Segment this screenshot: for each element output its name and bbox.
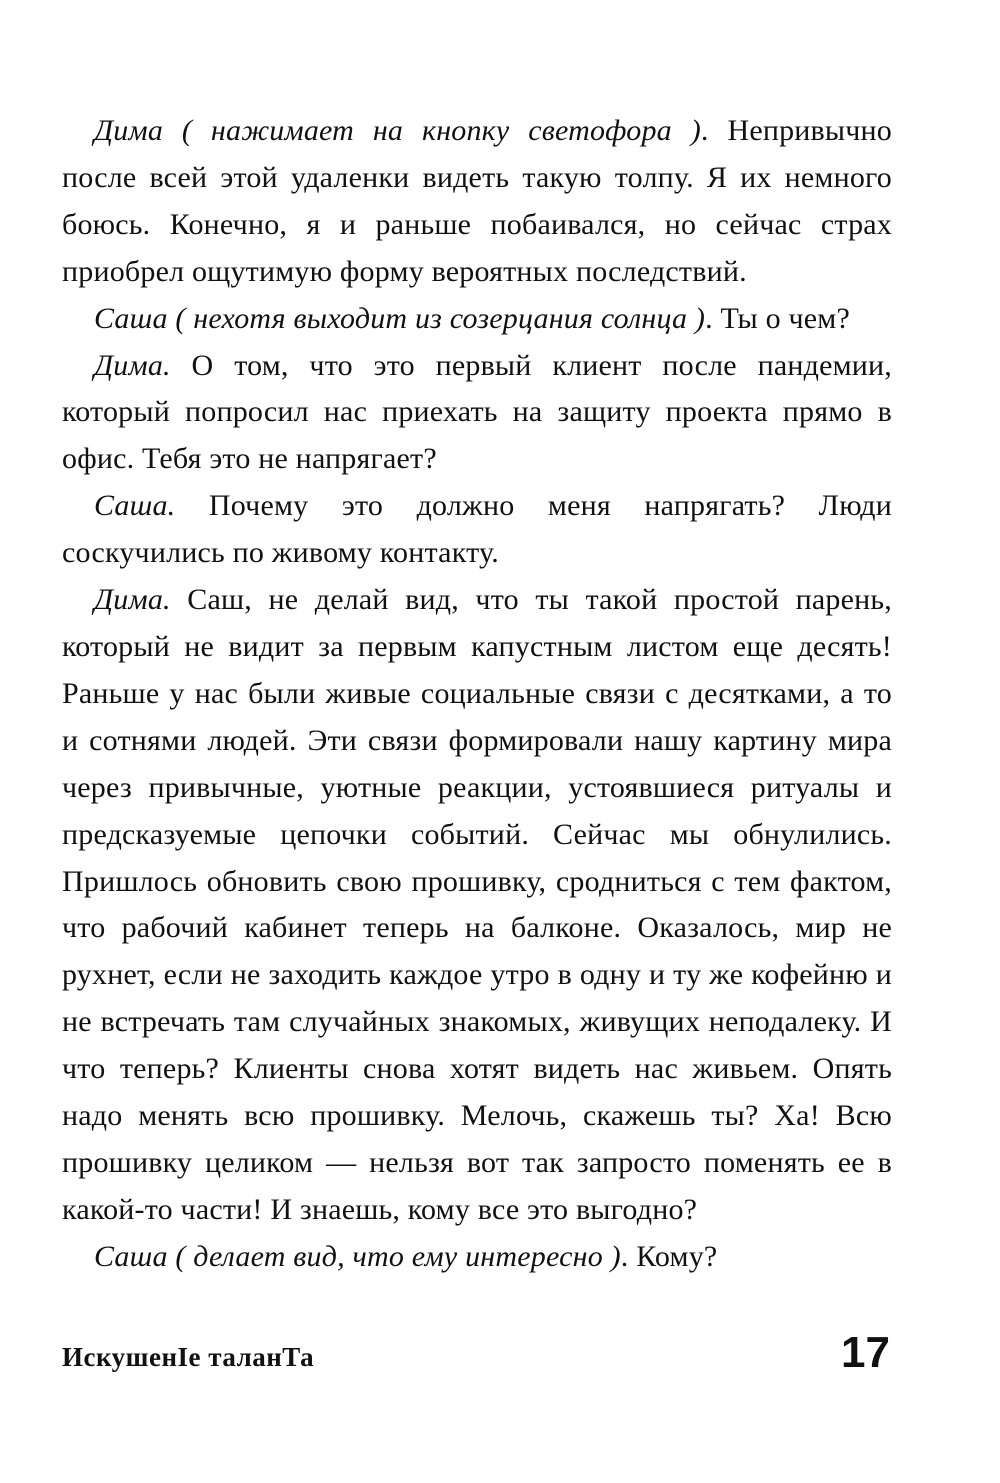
stage-direction: делает вид, что ему интересно [193,1239,603,1273]
dialogue-paragraph-1: Дима ( нажимает на кнопку светофора ). Непривычно после всей этой удаленки видеть такую толпу. Я их немного боюсь. Конечно, я и раньше побаивался, но сейчас страх приобрел ощутимую форму вероятных последствий. [62,114,893,288]
stage-direction-close: ) [671,114,701,147]
stage-direction-close: ) [687,301,706,335]
speaker-name: Саша [94,1239,168,1273]
speaker-name: Саша [94,489,168,523]
dialogue-line: Почему это должно меня напрягать? Люди соскучились по живому контакту. [62,489,893,570]
dialogue-paragraph-4: Саша. Почему это должно меня напрягать? Люди соскучились по живому контакту. [62,489,893,570]
stage-direction: нажимает на кнопку светофора [210,114,672,147]
dialogue-line: Саш, не делай вид, что ты такой простой парень, который не видит за первым капустным листом еще десять! Раньше у нас были живые социальные связи с десятками, а то и сотнями людей. Эти связи формировали нашу картину мира через привычные, уютные реакции, устоявшиеся ритуалы и предсказуемые цепочки событий. Сейчас мы обнулились. Пришлось обновить свою прошивку, сродниться с тем фактом, что рабочий кабинет теперь на балконе. Оказалось, мир не рухнет, если не заходить каждое утро в одну и ту же кофейню и не встречать там случайных знакомых, живущих неподалеку. И что теперь? Клиенты снова хотят видеть нас живьем. Опять надо менять всю прошивку. Мелочь, скажешь ты? Ха! Всю прошивку целиком — нельзя вот так запросто поменять ее в какой-то части! И знаешь, кому все это выгодно? [62,583,892,1226]
speaker-name: Дима [94,114,164,147]
stage-direction: нехотя выходит из созерцания солнца [193,301,688,335]
speaker-name: Саша [94,301,168,335]
stage-direction-close: ) [602,1239,621,1273]
page-number: 17 [841,1328,890,1377]
running-footer-title: ИскушенIе таланТа [62,1342,315,1372]
dialogue-line: О том, что это первый клиент после пандемии, который попросил нас приехать на защиту проекта прямо в офис. Тебя это не напрягает? [62,348,892,476]
dialogue-line: Кому? [636,1239,718,1273]
speaker-name: Дима [94,348,164,382]
dialogue-paragraph-5: Дима. Саш, не делай вид, что ты такой простой парень, который не видит за первым капустным листом еще десять! Раньше у нас были живые социальные связи с десятками, а то и сотнями людей. Эти связи формировали нашу картину мира через привычные, уютные реакции, устоявшиеся ритуалы и предсказуемые цепочки событий. Сейчас мы обнулились. Пришлось обновить свою прошивку, сродниться с тем фактом, что рабочий кабинет теперь на балконе. Оказалось, мир не рухнет, если не заходить каждое утро в одну и ту же кофейню и не встречать там случайных знакомых, живущих неподалеку. И что теперь? Клиенты снова хотят видеть нас живьем. Опять надо менять всю прошивку. Мелочь, скажешь ты? Ха! Всю прошивку целиком — нельзя вот так запросто поменять ее в какой-то части! И знаешь, кому все это выгодно? [62,583,892,1226]
stage-direction-open: ( [167,301,194,335]
dialogue-text [62,108,892,1281]
dialogue-paragraph-3: Дима. О том, что это первый клиент после пандемии, который попросил нас приехать на защиту проекта прямо в офис. Тебя это не напрягает? [62,348,892,476]
dialogue-paragraph-2: Саша ( нехотя выходит из созерцания солнца ). Ты о чем? [94,301,851,335]
stage-direction-open: ( [163,114,211,147]
dialogue-paragraph-6: Саша ( делает вид, что ему интересно ). Кому? [94,1239,718,1273]
speaker-name: Дима [94,583,164,617]
dialogue-line: Ты о чем? [720,301,851,335]
dialogue-line: Непривычно после всей этой удаленки видеть такую толпу. Я их немного боюсь. Конечно, я и раньше побаивался, но сейчас страх приобрел ощутимую форму вероятных последствий. [62,114,893,288]
stage-direction-open: ( [167,1239,194,1273]
